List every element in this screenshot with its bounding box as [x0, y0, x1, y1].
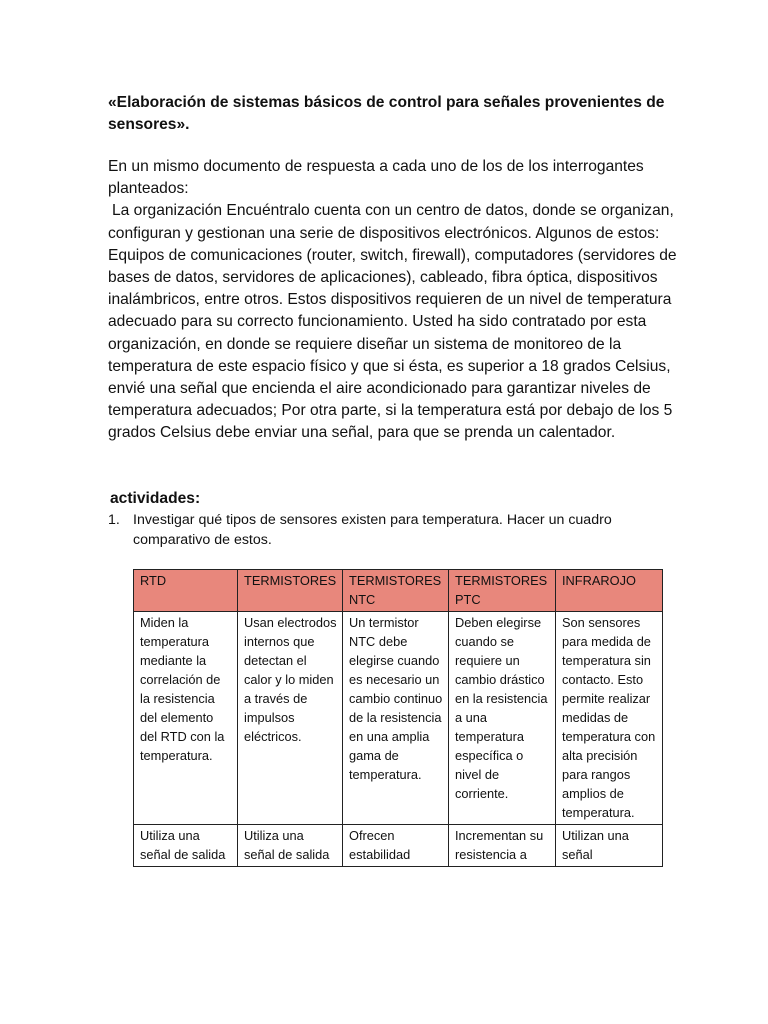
table-cell: Usan electrodos internos que detectan el calor y lo miden a través de impulsos eléctricos.: [238, 612, 343, 825]
table-cell: Deben elegirse cuando se requiere un cambio drástico en la resistencia a una temperatura específica o nivel de corriente.: [449, 612, 556, 825]
table-cell: Un termistor NTC debe elegirse cuando es necesario un cambio continuo de la resistencia en una amplia gama de temperatura.: [343, 612, 449, 825]
table-cell: Son sensores para medida de temperatura sin contacto. Esto permite realizar medidas de temperatura con alta precisión para rangos amplios de temperatura.: [556, 612, 663, 825]
list-item-text: Investigar qué tipos de sensores existen para temperatura. Hacer un cuadro comparativo de estos.: [133, 512, 612, 548]
table-cell: Utilizan una señal: [556, 825, 663, 867]
table-header-cell: TERMISTORES NTC: [343, 570, 449, 612]
activities-list: [108, 510, 668, 550]
activities-heading: actividades:: [110, 490, 201, 507]
table-header-cell: RTD: [134, 570, 238, 612]
table-cell: Utiliza una señal de salida: [238, 825, 343, 867]
sensor-comparison-table: [133, 569, 663, 867]
table-header-cell: INFRAROJO: [556, 570, 663, 612]
table-cell: Utiliza una señal de salida: [134, 825, 238, 867]
intro-instruction: En un mismo documento de respuesta a cada uno de los de los interrogantes planteados:: [108, 158, 644, 198]
table-row: [134, 825, 663, 867]
table-cell: Ofrecen estabilidad: [343, 825, 449, 867]
table-cell: Incrementan su resistencia a: [449, 825, 556, 867]
list-item-number: 1.: [108, 512, 120, 528]
table-header-row: [134, 570, 663, 612]
intro-text: [108, 156, 688, 445]
list-item: [108, 510, 668, 550]
table-cell: Miden la temperatura mediante la correlación de la resistencia del elemento del RTD con la temperatura.: [134, 612, 238, 825]
table-header-cell: TERMISTORES: [238, 570, 343, 612]
table-row: [134, 612, 663, 825]
intro-scenario: La organización Encuéntralo cuenta con un centro de datos, donde se organizan, configuran y gestionan una serie de dispositivos electrónicos. Algunos de estos: Equipos de comunicaciones (router, switch, firewall), computadores (servidores de bases de datos, servidores de aplicaciones), cableado, fibra óptica, dispositivos inalámbricos, entre otros. Estos dispositivos requieren de un nivel de temperatura adecuado para su correcto funcionamiento. Usted ha sido contratado por esta organización, en donde se requiere diseñar un sistema de monitoreo de la temperatura de este espacio físico y que si ésta, es superior a 18 grados Celsius, envié una señal que encienda el aire acondicionado para garantizar niveles de temperatura adecuados; Por otra parte, si la temperatura está por debajo de los 5 grados Celsius debe enviar una señal, para que se prenda un calentador.: [108, 202, 677, 442]
table-header-cell: TERMISTORES PTC: [449, 570, 556, 612]
document-title: «Elaboración de sistemas básicos de control para señales provenientes de sensores».: [108, 94, 665, 133]
